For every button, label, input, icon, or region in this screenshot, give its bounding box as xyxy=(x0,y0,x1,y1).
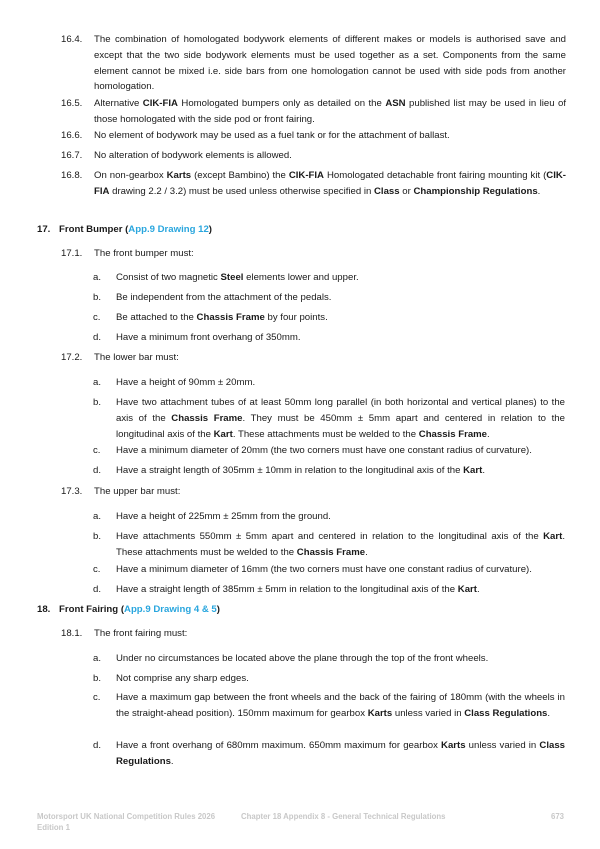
item-text xyxy=(116,671,565,687)
item-letter: c. xyxy=(93,312,101,323)
text-run: unless varied in xyxy=(392,707,465,719)
list-item xyxy=(93,562,565,578)
item-letter: a. xyxy=(93,272,102,283)
text-run: Class Regulations xyxy=(464,707,548,719)
page-number: 673 xyxy=(550,812,564,821)
clause-16-5 xyxy=(61,96,566,128)
item-letter: b. xyxy=(93,292,102,303)
text-run: Class Regulations xyxy=(116,740,565,767)
clause-16-8 xyxy=(61,168,566,200)
clause-number: 17.3. xyxy=(61,486,83,497)
item-text xyxy=(116,310,565,326)
text-run: . xyxy=(365,546,368,558)
text-run: Be independent from the attachment of the pedals. xyxy=(116,292,332,303)
text-run: Have a maximum gap between the front wheels and the back of the fairing of 180mm (with the wheels in the straight-ahead position). 150mm maximum for gearbox xyxy=(116,692,565,719)
item-text xyxy=(116,738,565,770)
text-run: ) xyxy=(216,604,220,615)
item-text xyxy=(116,463,565,479)
item-text xyxy=(116,582,565,598)
item-text xyxy=(116,562,565,578)
text-run: Consist of two magnetic xyxy=(116,272,221,283)
text-run: Chassis Frame xyxy=(296,546,366,558)
text-run: drawing 2.2 / 3.2) must be used unless otherwise specified in xyxy=(109,185,374,197)
drawing-reference-link[interactable]: App.9 Drawing 4 & 5 xyxy=(124,604,217,615)
text-run: Chassis Frame xyxy=(171,412,243,424)
clause-18-1 xyxy=(61,626,566,642)
text-run: Under no circumstances be located above the plane through the top of the front wheels. xyxy=(116,653,489,664)
section-17-heading xyxy=(37,222,212,238)
section-18-heading xyxy=(37,602,220,618)
item-text xyxy=(116,330,565,346)
footer-publication xyxy=(37,812,257,833)
text-run: On non-gearbox xyxy=(94,170,167,181)
text-run: Steel xyxy=(220,272,244,283)
text-run: . xyxy=(482,465,485,476)
clause-number: 16.8. xyxy=(61,170,83,181)
text-run: Kart xyxy=(457,584,477,595)
list-item xyxy=(93,375,565,391)
text-run: Kart xyxy=(543,531,563,542)
clause-text xyxy=(94,246,566,262)
text-run: CIK-FIA xyxy=(94,170,566,197)
list-item xyxy=(93,651,565,667)
text-run: unless varied in xyxy=(465,740,540,751)
text-run: Have a minimum diameter of 20mm (the two corners must have one constant radius of curvature). xyxy=(116,445,532,456)
item-letter: d. xyxy=(93,584,102,595)
text-run: . xyxy=(487,428,490,440)
clause-16-4 xyxy=(61,32,566,95)
item-text xyxy=(116,395,565,442)
list-item xyxy=(93,738,565,770)
list-item xyxy=(93,463,565,479)
clause-text xyxy=(94,32,566,95)
text-run: Not comprise any sharp edges. xyxy=(116,673,249,684)
text-run: Chassis Frame xyxy=(196,312,265,323)
text-run: Class xyxy=(373,185,400,197)
text-run: Have a straight length of 305mm ± 10mm in relation to the longitudinal axis of the xyxy=(116,465,464,476)
clause-text xyxy=(94,350,566,366)
text-run: Have a front overhang of 680mm maximum. 650mm maximum for gearbox xyxy=(116,740,442,751)
text-run: . These attachments must be welded to the xyxy=(116,531,565,558)
text-run: Be attached to the xyxy=(116,312,197,323)
text-run: No alteration of bodywork elements is allowed. xyxy=(94,150,292,161)
text-run: Have a straight length of 385mm ± 5mm in relation to the longitudinal axis of the xyxy=(116,584,458,595)
clause-17-3 xyxy=(61,484,566,500)
item-letter: a. xyxy=(93,377,102,388)
text-run: Karts xyxy=(367,707,393,719)
text-run: published list may be used in lieu of those homologated with the side pod or front fairing. xyxy=(94,98,566,125)
text-run: . They must be 450mm ± 5mm apart and centered in relation to the longitudinal axis of the xyxy=(116,412,565,440)
text-run: Front Fairing ( xyxy=(59,604,125,615)
text-run: Alternative xyxy=(94,98,143,109)
clause-text xyxy=(94,626,566,642)
item-text xyxy=(116,651,565,667)
text-run: or xyxy=(399,185,414,197)
text-run: Homologated detachable front fairing mounting kit ( xyxy=(323,170,547,181)
item-text xyxy=(116,375,565,391)
text-run: by four points. xyxy=(264,312,328,323)
text-run: Have two attachment tubes of at least 50mm long parallel (in both horizontal and vertical planes) to the axis of the xyxy=(116,397,565,424)
item-letter: a. xyxy=(93,511,102,522)
item-letter: b. xyxy=(93,397,102,408)
text-run: Kart xyxy=(213,428,233,440)
item-letter: b. xyxy=(93,531,102,542)
item-letter: d. xyxy=(93,332,102,343)
text-run: elements lower and upper. xyxy=(243,272,359,283)
clause-text xyxy=(94,128,566,144)
item-letter: d. xyxy=(93,465,102,476)
item-letter: a. xyxy=(93,653,102,664)
list-item xyxy=(93,582,565,598)
text-run: CIK-FIA xyxy=(142,98,178,109)
clause-text xyxy=(94,168,566,200)
clause-number: 17.1. xyxy=(61,248,83,259)
item-text xyxy=(116,270,565,286)
clause-17-1 xyxy=(61,246,566,262)
clause-number: 18.1. xyxy=(61,628,83,639)
item-letter: b. xyxy=(93,673,102,684)
clause-number: 16.6. xyxy=(61,130,83,141)
text-run: Chassis Frame xyxy=(418,428,488,440)
footer-edition: Edition 1 xyxy=(37,822,70,832)
section-title xyxy=(59,602,220,618)
text-run: Homologated bumpers only as detailed on the xyxy=(177,98,386,109)
list-item xyxy=(93,290,565,306)
text-run: ) xyxy=(208,224,212,235)
clause-text xyxy=(94,484,566,500)
list-item xyxy=(93,690,565,722)
clause-16-6 xyxy=(61,128,566,144)
text-run: ASN xyxy=(385,98,406,109)
text-run: Have a height of 90mm ± 20mm. xyxy=(116,377,256,388)
text-run: Karts xyxy=(441,740,466,751)
text-run: Championship Regulations xyxy=(413,185,538,197)
text-run: . These attachments must be welded to the xyxy=(232,428,419,440)
section-title xyxy=(59,222,212,238)
list-item xyxy=(93,310,565,326)
item-letter: c. xyxy=(93,564,101,575)
item-text xyxy=(116,509,565,525)
clause-number: 17.2. xyxy=(61,352,83,363)
item-text xyxy=(116,529,565,561)
text-run: (except Bambino) the xyxy=(191,170,289,181)
text-run: . xyxy=(170,755,174,767)
text-run: No element of bodywork may be used as a fuel tank or for the attachment of ballast. xyxy=(94,130,450,141)
section-number: 18. xyxy=(37,604,51,615)
clause-17-2 xyxy=(61,350,566,366)
list-item xyxy=(93,270,565,286)
list-item xyxy=(93,529,565,561)
text-run: Karts xyxy=(166,170,192,181)
section-number: 17. xyxy=(37,224,51,235)
item-letter: c. xyxy=(93,692,101,703)
list-item xyxy=(93,443,565,459)
item-text xyxy=(116,443,565,459)
footer-title: Motorsport UK National Competition Rules 2026 xyxy=(37,812,216,821)
clause-text xyxy=(94,148,566,164)
item-text xyxy=(116,290,565,306)
clause-text xyxy=(94,96,566,128)
text-run: CIK-FIA xyxy=(288,170,324,181)
text-run: The combination of homologated bodywork elements of different makes or models is authorised save and except that the two side bodywork elements must be used together as a set. Components from the same element cannot be mixed i.e. side bars from one homologation cannot be used with side pods from another homologation. xyxy=(94,34,566,93)
text-run: The front bumper must: xyxy=(94,248,194,259)
list-item xyxy=(93,671,565,687)
text-run: . xyxy=(547,707,551,719)
text-run: Have a height of 225mm ± 25mm from the ground. xyxy=(116,511,331,522)
list-item xyxy=(93,395,565,442)
list-item xyxy=(93,330,565,346)
item-text xyxy=(116,690,565,722)
text-run: The front fairing must: xyxy=(94,628,188,639)
text-run: Kart xyxy=(463,465,483,476)
text-run: Have a minimum front overhang of 350mm. xyxy=(116,332,301,343)
clause-number: 16.4. xyxy=(61,34,83,45)
text-run: The upper bar must: xyxy=(94,486,181,497)
text-run: . xyxy=(537,185,541,197)
text-run: Have attachments 550mm ± 5mm apart and centered in relation to the longitudinal axis of the xyxy=(116,531,544,542)
item-letter: c. xyxy=(93,445,101,456)
text-run: . xyxy=(476,584,480,595)
footer-chapter: Chapter 18 Appendix 8 - General Technical Regulations xyxy=(241,812,446,821)
text-run: The lower bar must: xyxy=(94,352,179,363)
text-run: Front Bumper ( xyxy=(59,224,129,235)
drawing-reference-link[interactable]: App.9 Drawing 12 xyxy=(128,224,209,235)
list-item xyxy=(93,509,565,525)
clause-16-7 xyxy=(61,148,566,164)
item-letter: d. xyxy=(93,740,102,751)
text-run: Have a minimum diameter of 16mm (the two corners must have one constant radius of curvature). xyxy=(116,564,532,575)
clause-number: 16.5. xyxy=(61,98,83,109)
clause-number: 16.7. xyxy=(61,150,83,161)
